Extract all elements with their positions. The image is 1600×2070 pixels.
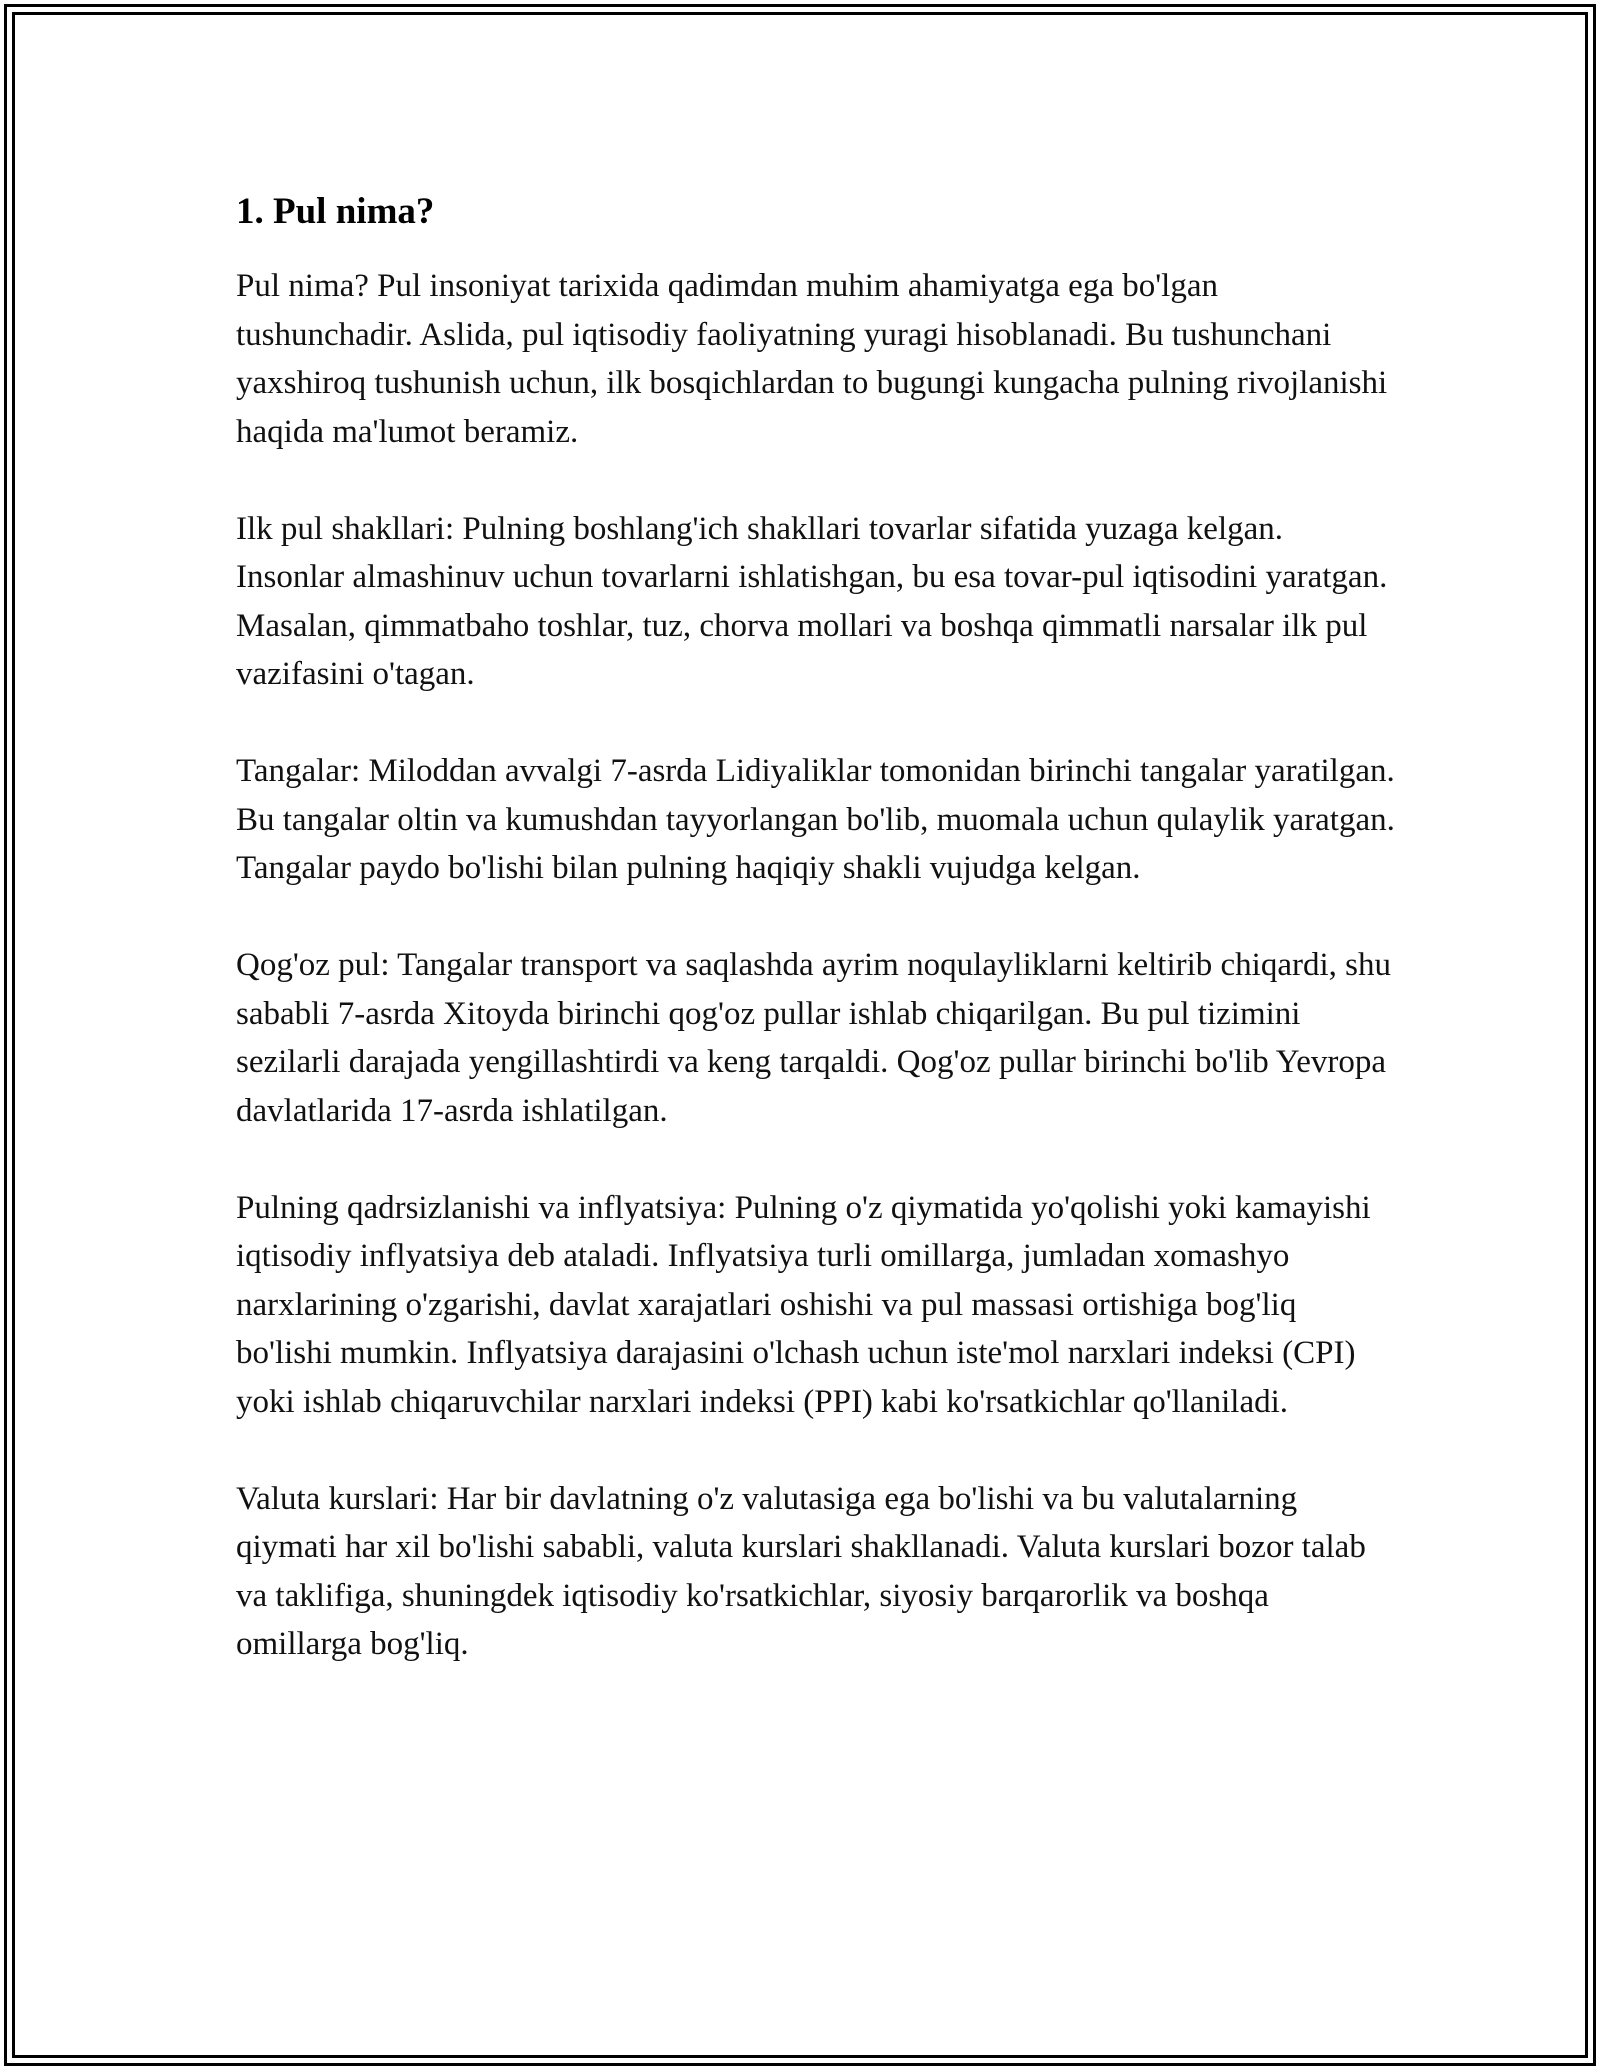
document-body [236, 188, 1396, 1717]
section-heading: 1. Pul nima? [236, 191, 435, 232]
paragraph-early-money-forms: Ilk pul shakllari: Pulning boshlang'ich shakllari tovarlar sifatida yuzaga kelgan. Insonlar almashinuv uchun tovarlarni ishlatishgan, bu esa tovar-pul iqtisodini yaratgan. Masalan, qimmatbaho toshlar, tuz, chorva mollari va boshqa qimmatli narsalar ilk pul vazifasini o'tagan. [236, 510, 1388, 692]
paragraph-exchange-rates: Valuta kurslari: Har bir davlatning o'z valutasiga ega bo'lishi va bu valutalarning qiymati har xil bo'lishi sababli, valuta kurslari shakllanadi. Valuta kurslari bozor talab va taklifiga, shuningdek iqtisodiy ko'rsatkichlar, siyosiy barqarorlik va boshqa omillarga bog'liq. [236, 1480, 1366, 1662]
paragraph-paper-money: Qog'oz pul: Tangalar transport va saqlashda ayrim noqulayliklarni keltirib chiqardi, shu sababli 7-asrda Xitoyda birinchi qog'oz pullar ishlab chiqarilgan. Bu pul tizimini sezilarli darajada yengillashtirdi va keng tarqaldi. Qog'oz pullar birinchi bo'lib Yevropa davlatlarida 17-asrda ishlatilgan. [236, 947, 1391, 1129]
paragraph-inflation: Pulning qadrsizlanishi va inflyatsiya: Pulning o'z qiymatida yo'qolishi yoki kamayishi iqtisodiy inflyatsiya deb ataladi. Inflyatsiya turli omillarga, jumladan xomashyo narxlarining o'zgarishi, davlat xarajatlari oshishi va pul massasi ortishiga bog'liq bo'lishi mumkin. Inflyatsiya darajasini o'lchash uchun iste'mol narxlari indeksi (CPI) yoki ishlab chiqaruvchilar narxlari indeksi (PPI) kabi ko'rsatkichlar qo'llaniladi. [236, 1189, 1371, 1420]
paragraph-intro: Pul nima? Pul insoniyat tarixida qadimdan muhim ahamiyatga ega bo'lgan tushunchadir. Aslida, pul iqtisodiy faoliyatning yuragi hisoblanadi. Bu tushunchani yaxshiroq tushunish uchun, ilk bosqichlardan to bugungi kungacha pulning rivojlanishi haqida ma'lumot beramiz. [236, 268, 1388, 450]
paragraph-coins: Tangalar: Miloddan avvalgi 7-asrda Lidiyaliklar tomonidan birinchi tangalar yaratilgan. Bu tangalar oltin va kumushdan tayyorlangan bo'lib, muomala uchun qulaylik yaratgan. Tangalar paydo bo'lishi bilan pulning haqiqiy shakli vujudga kelgan. [236, 753, 1395, 886]
